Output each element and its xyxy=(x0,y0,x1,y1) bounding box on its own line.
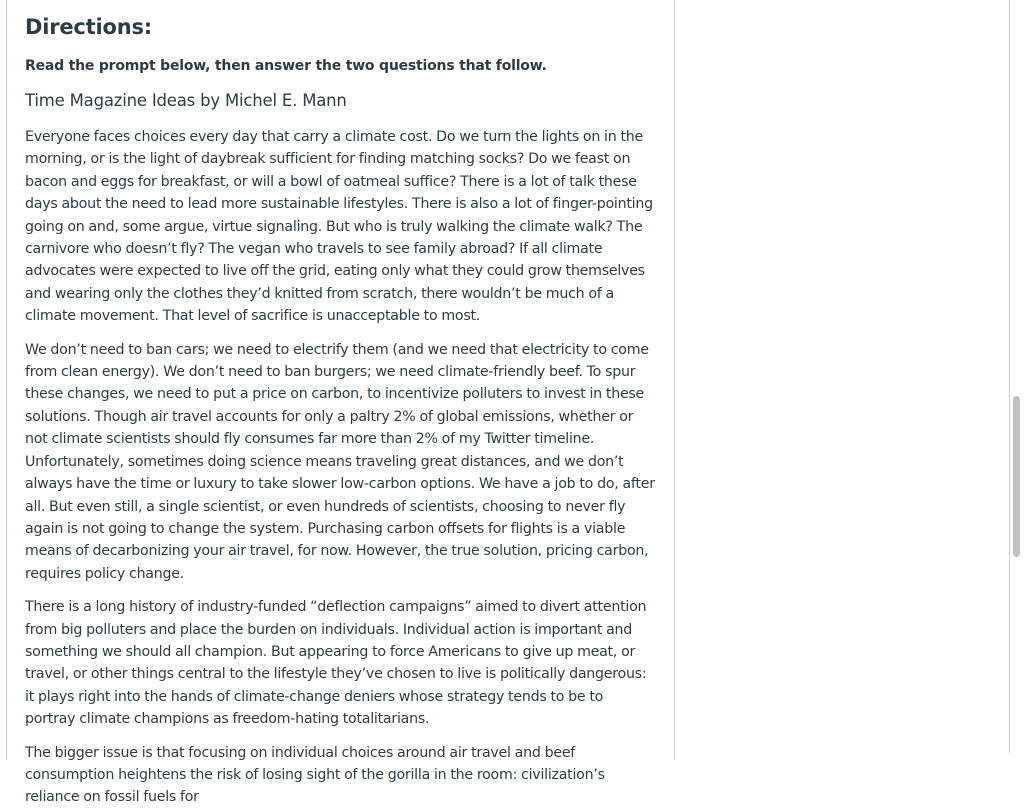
article-paragraph-1: Everyone faces choices every day that carry a climate cost. Do we turn the lights on in the morning, or is the light of daybreak sufficient for finding matching socks? Do we feast on bacon and eggs for breakfast, or will a bowl of oatmeal suffice? There is a lot of talk these days about the need to lead more sustainable lifestyles. There is also a lot of finger-pointing going on and, some argue, virtue signaling. But who is truly walking the climate walk? The carnivore who doesn’t fly? The vegan who travels to see family abroad? If all climate advocates were expected to live off the grid, eating only what they could grow themselves and wearing only the clothes they’d knitted from scratch, there wouldn’t be much of a climate movement. That level of sacrifice is unacceptable to most. xyxy=(25,129,653,325)
scrollbar-thumb[interactable] xyxy=(1013,396,1020,557)
article-paragraph-4: The bigger issue is that focusing on individual choices around air travel and beef consumption heightens the risk of losing sight of the gorilla in the room: civilization’s reliance on fossil fuels for xyxy=(25,744,605,806)
scrollbar-track[interactable] xyxy=(1010,0,1024,753)
article-byline: Time Magazine Ideas by Michel E. Mann xyxy=(25,91,347,110)
article-paragraph-2: We don’t need to ban cars; we need to electrify them (and we need that electricity to come from clean energy). We don’t need to ban burgers; we need climate-friendly beef. To spur these changes, we need to put a price on carbon, to incentivize polluters to invest in these solutions. Though air travel accounts for only a paltry 2% of global emissions, whether or not climate scientists should fly consumes far more than 2% of my Twitter timeline. Unfortunately, sometimes doing science means traveling great distances, and we don’t always have the time or luxury to take slower low-carbon options. We have a job to do, after all. But even still, a single scientist, or even hundreds of scientists, choosing to never fly again is not going to change the system. Purchasing carbon offsets for flights is a viable means of decarbonizing your air travel, for now. However, the true solution, pricing carbon, requires policy change. xyxy=(25,341,655,582)
answer-panel xyxy=(676,0,1010,753)
prompt-panel xyxy=(6,0,675,806)
directions-heading: Directions: xyxy=(25,15,152,39)
article-paragraph-3: There is a long history of industry-funded “deflection campaigns” aimed to divert attention from big polluters and place the burden on individuals. Individual action is important and something we should all champion. But appearing to force Americans to give up meat, or travel, or other things central to the lifestyle they’ve chosen to live is politically dangerous: it plays right into the hands of climate-change deniers whose strategy tends to be to portray climate champions as freedom-hating totalitarians. xyxy=(25,599,647,728)
directions-instruction: Read the prompt below, then answer the two questions that follow. xyxy=(25,58,547,74)
